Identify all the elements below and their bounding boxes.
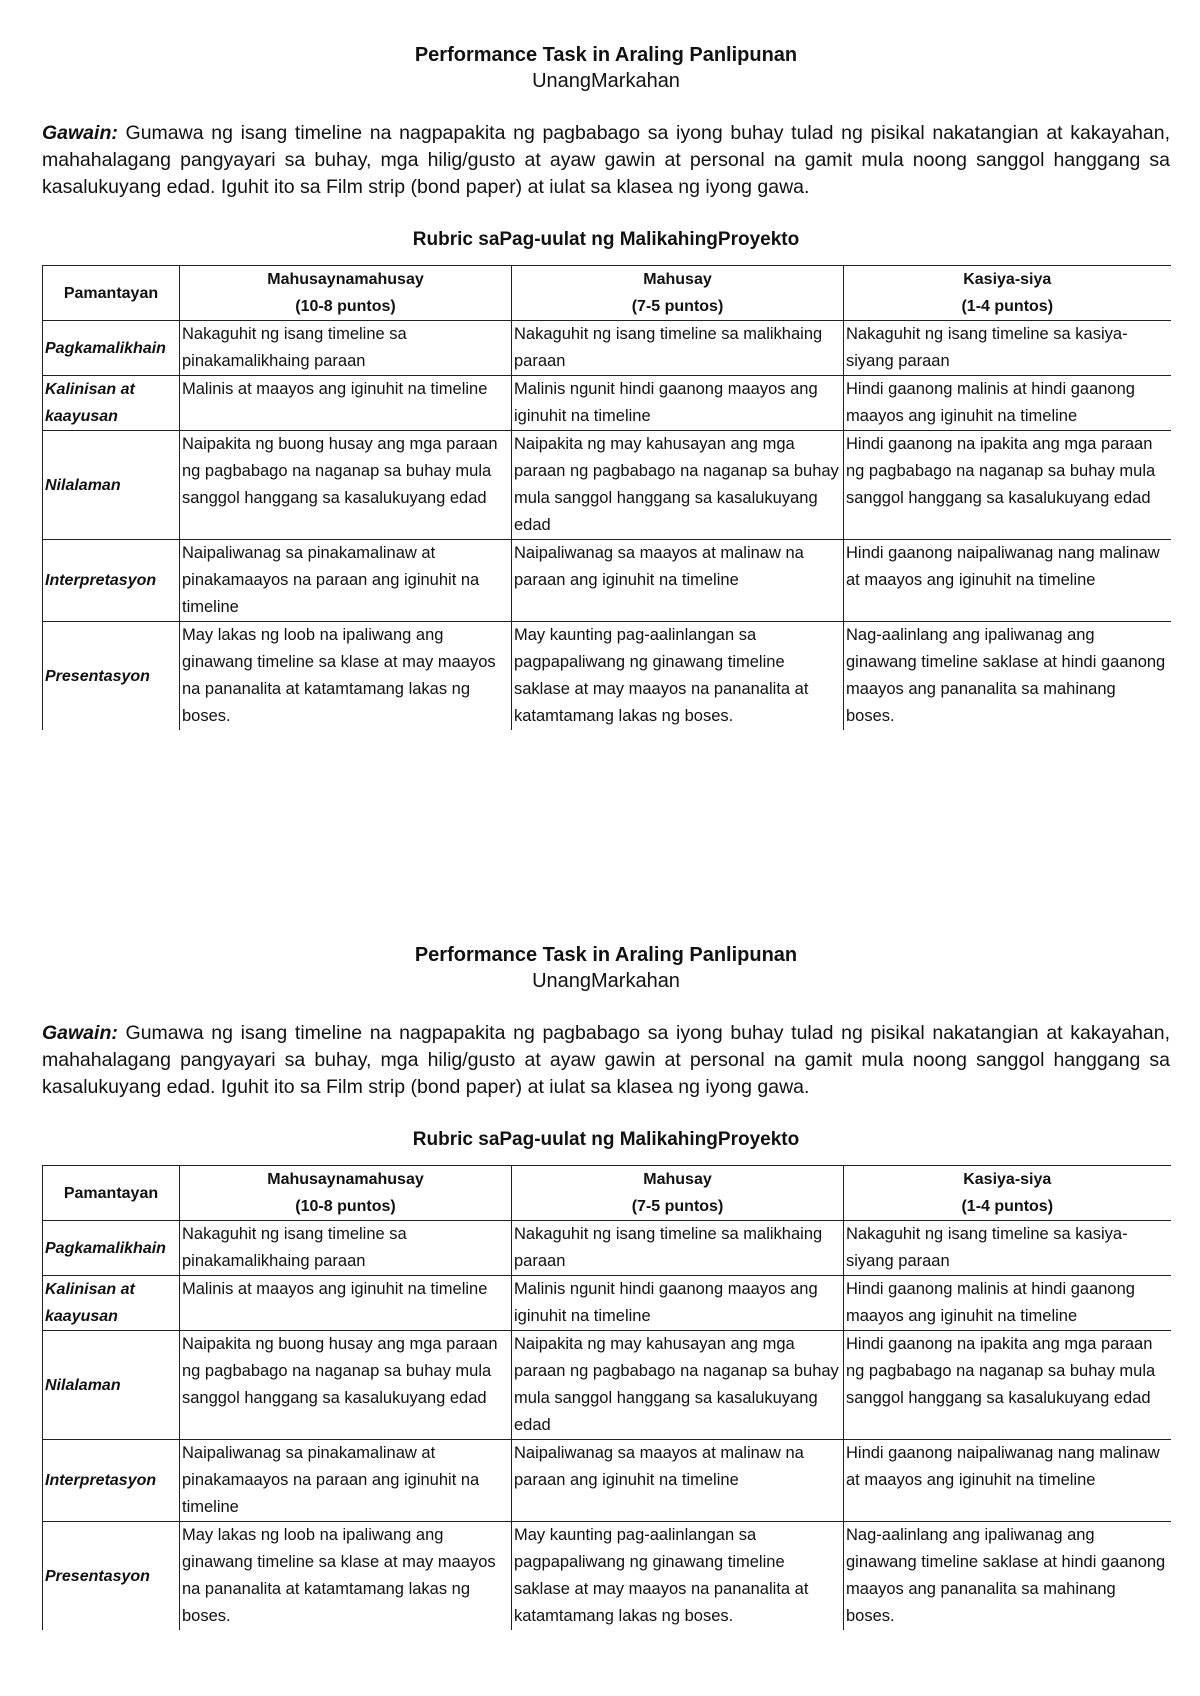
table-cell: May kaunting pag-aalinlangan sa pagpapaliwang ng ginawang timeline saklase at may maayos na pananalita at katamtamang lakas ng boses. <box>512 622 844 731</box>
criterion-cell: Pagkamalikhain <box>43 321 180 376</box>
rubric-title: Rubric saPag-uulat ng MalikahingProyekto <box>412 1129 800 1150</box>
table-cell: Naipakita ng buong husay ang mga paraan ng pagbabago na naganap sa buhay mula sanggol hanggang sa kasalukuyang edad <box>180 1331 512 1440</box>
table-cell: Nakaguhit ng isang timeline sa pinakamalikhaing paraan <box>180 1221 512 1276</box>
table-cell: Nakaguhit ng isang timeline sa pinakamalikhaing paraan <box>180 321 512 376</box>
header-name: Mahusaynamahusay <box>267 271 424 288</box>
table-cell: Malinis ngunit hindi gaanong maayos ang iginuhit na timeline <box>512 376 844 431</box>
table-cell: Nakaguhit ng isang timeline sa malikhaing paraan <box>512 1221 844 1276</box>
table-cell: Malinis at maayos ang iginuhit na timeline <box>180 376 512 431</box>
table-row <box>43 431 1171 540</box>
table-cell: Naipaliwanag sa pinakamalinaw at pinakamaayos na paraan ang iginuhit na timeline <box>180 540 512 622</box>
table-cell: Nag-aalinlang ang ipaliwanag ang ginawang timeline saklase at hindi gaanong maayos ang pananalita sa mahinang boses. <box>844 1522 1171 1631</box>
table-cell: Naipaliwanag sa maayos at malinaw na paraan ang iginuhit na timeline <box>512 1440 844 1522</box>
criterion-cell: Interpretasyon <box>43 540 180 622</box>
header-points: (10-8 puntos) <box>295 1198 396 1215</box>
header-cell <box>180 266 512 321</box>
header-name: Kasiya-siya <box>963 1171 1052 1188</box>
header-cell <box>43 266 180 321</box>
header-points: (7-5 puntos) <box>631 298 724 315</box>
page-subtitle: UnangMarkahan <box>532 70 680 92</box>
task-description <box>42 1020 1170 1101</box>
table-row <box>43 540 1171 622</box>
table-row <box>43 376 1171 431</box>
table-cell: Nag-aalinlang ang ipaliwanag ang ginawang timeline saklase at hindi gaanong maayos ang pananalita sa mahinang boses. <box>844 622 1171 731</box>
header-name: Kasiya-siya <box>963 271 1052 288</box>
header-name: Pamantayan <box>63 284 159 302</box>
header-name: Mahusay <box>643 1171 712 1188</box>
criterion-cell: Pagkamalikhain <box>43 1221 180 1276</box>
page-subtitle: UnangMarkahan <box>532 970 680 992</box>
header-cell <box>844 1166 1171 1221</box>
criterion-cell: Kalinisan at kaayusan <box>43 1276 180 1331</box>
table-cell: Malinis at maayos ang iginuhit na timeline <box>180 1276 512 1331</box>
header-name: Mahusay <box>643 271 712 288</box>
table-cell: Hindi gaanong malinis at hindi gaanong maayos ang iginuhit na timeline <box>844 1276 1171 1331</box>
table-cell: Nakaguhit ng isang timeline sa kasiya-siyang paraan <box>844 1221 1171 1276</box>
task-label: Gawain: <box>42 122 118 144</box>
table-header-row <box>43 266 1171 321</box>
criterion-cell: Nilalaman <box>43 431 180 540</box>
table-cell: Naipakita ng buong husay ang mga paraan ng pagbabago na naganap sa buhay mula sanggol hanggang sa kasalukuyang edad <box>180 431 512 540</box>
table-row <box>43 1440 1171 1522</box>
header-cell <box>512 1166 844 1221</box>
table-cell: Malinis ngunit hindi gaanong maayos ang iginuhit na timeline <box>512 1276 844 1331</box>
criterion-cell: Nilalaman <box>43 1331 180 1440</box>
document-section-2 <box>42 942 1170 1630</box>
rubric-table <box>42 1165 1171 1630</box>
table-row <box>43 1221 1171 1276</box>
page-title: Performance Task in Araling Panlipunan <box>414 44 798 66</box>
table-cell: Hindi gaanong na ipakita ang mga paraan ng pagbabago na naganap sa buhay mula sanggol hanggang sa kasalukuyang edad <box>844 431 1171 540</box>
header-cell <box>180 1166 512 1221</box>
table-cell: May lakas ng loob na ipaliwang ang ginawang timeline sa klase at may maayos na pananalita at katamtamang lakas ng boses. <box>180 1522 512 1631</box>
header-name: Mahusaynamahusay <box>267 1171 424 1188</box>
header-points: (10-8 puntos) <box>295 298 396 315</box>
table-row <box>43 1522 1171 1631</box>
table-cell: Naipakita ng may kahusayan ang mga paraan ng pagbabago na naganap sa buhay mula sanggol hanggang sa kasalukuyang edad <box>512 431 844 540</box>
header-cell <box>844 266 1171 321</box>
criterion-cell: Kalinisan at kaayusan <box>43 376 180 431</box>
rubric-title: Rubric saPag-uulat ng MalikahingProyekto <box>412 229 800 250</box>
table-cell: Naipaliwanag sa maayos at malinaw na paraan ang iginuhit na timeline <box>512 540 844 622</box>
header-points: (1-4 puntos) <box>961 1198 1054 1215</box>
task-text: Gumawa ng isang timeline na nagpapakita ng pagbabago sa iyong buhay tulad ng pisikal nakatangian at kakayahan, mahahalagang pangyayari sa buhay, mga hilig/gusto at ayaw gawin at personal na gamit mula noong sanggol hanggang sa kasalukuyang edad. Iguhit ito sa Film strip (bond paper) at iulat sa klasea ng iyong gawa. <box>42 1022 1170 1098</box>
table-cell: May kaunting pag-aalinlangan sa pagpapaliwang ng ginawang timeline saklase at may maayos na pananalita at katamtamang lakas ng boses. <box>512 1522 844 1631</box>
table-cell: Hindi gaanong malinis at hindi gaanong maayos ang iginuhit na timeline <box>844 376 1171 431</box>
table-cell: Naipakita ng may kahusayan ang mga paraan ng pagbabago na naganap sa buhay mula sanggol hanggang sa kasalukuyang edad <box>512 1331 844 1440</box>
table-cell: Hindi gaanong na ipakita ang mga paraan ng pagbabago na naganap sa buhay mula sanggol hanggang sa kasalukuyang edad <box>844 1331 1171 1440</box>
task-text: Gumawa ng isang timeline na nagpapakita ng pagbabago sa iyong buhay tulad ng pisikal nakatangian at kakayahan, mahahalagang pangyayari sa buhay, mga hilig/gusto at ayaw gawin at personal na gamit mula noong sanggol hanggang sa kasalukuyang edad. Iguhit ito sa Film strip (bond paper) at iulat sa klasea ng iyong gawa. <box>42 122 1170 198</box>
table-row <box>43 622 1171 731</box>
table-header-row <box>43 1166 1171 1221</box>
document-section-1 <box>42 42 1170 730</box>
table-cell: Nakaguhit ng isang timeline sa malikhaing paraan <box>512 321 844 376</box>
table-cell: Nakaguhit ng isang timeline sa kasiya-siyang paraan <box>844 321 1171 376</box>
table-cell: May lakas ng loob na ipaliwang ang ginawang timeline sa klase at may maayos na pananalita at katamtamang lakas ng boses. <box>180 622 512 731</box>
table-row <box>43 1331 1171 1440</box>
table-row <box>43 1276 1171 1331</box>
header-points: (7-5 puntos) <box>631 1198 724 1215</box>
table-cell: Naipaliwanag sa pinakamalinaw at pinakamaayos na paraan ang iginuhit na timeline <box>180 1440 512 1522</box>
criterion-cell: Interpretasyon <box>43 1440 180 1522</box>
header-cell <box>512 266 844 321</box>
task-label: Gawain: <box>42 1022 118 1044</box>
table-cell: Hindi gaanong naipaliwanag nang malinaw at maayos ang iginuhit na timeline <box>844 540 1171 622</box>
header-points: (1-4 puntos) <box>961 298 1054 315</box>
task-description <box>42 120 1170 201</box>
table-row <box>43 321 1171 376</box>
criterion-cell: Presentasyon <box>43 1522 180 1631</box>
page-title: Performance Task in Araling Panlipunan <box>414 944 798 966</box>
header-name: Pamantayan <box>63 1184 159 1202</box>
header-cell <box>43 1166 180 1221</box>
table-cell: Hindi gaanong naipaliwanag nang malinaw at maayos ang iginuhit na timeline <box>844 1440 1171 1522</box>
criterion-cell: Presentasyon <box>43 622 180 731</box>
rubric-table <box>42 265 1171 730</box>
